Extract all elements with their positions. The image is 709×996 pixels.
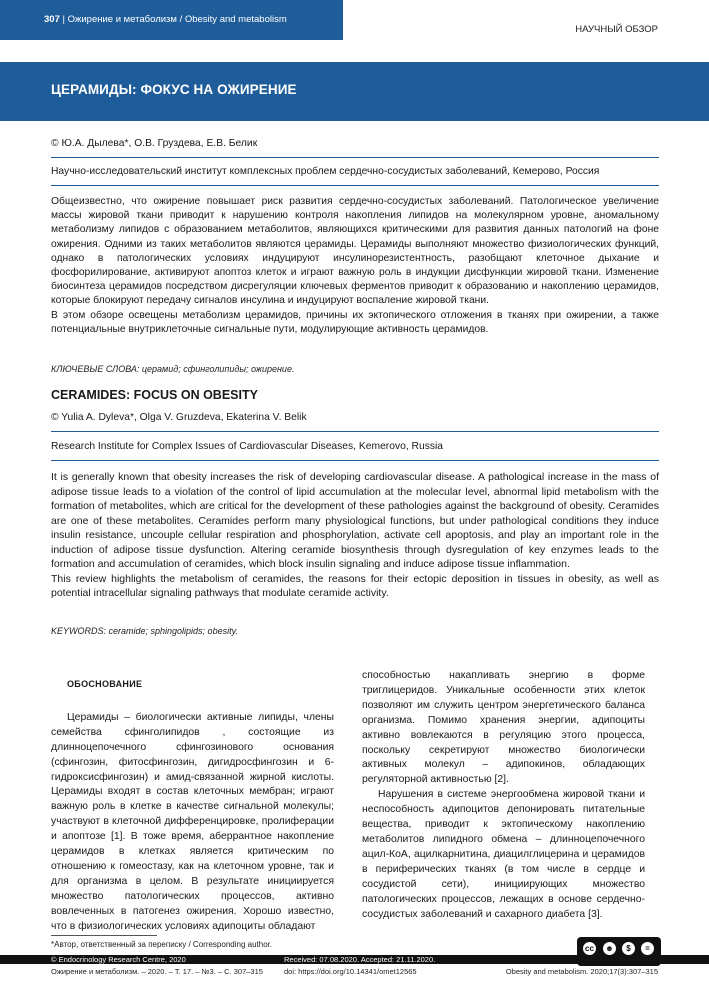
abstract-ru-paragraph: Общеизвестно, что ожирение повышает риск развития сердечно-сосудистых заболеваний. Патологическое увеличение массы жировой ткани приводит к нарушению контроля накопления липидов на молекулярном уровне, аномальному метаболизму липидов с образованием метаболитов, являющихся критическими для развития данных патологий на фоне ожирения. Одними из таких метаболитов являются церамиды. Церамиды выполняют множество физиологических функций, однако в патологических условиях индуцируют инсулинорезистентность, разобщают клеточное дыхание и фосфорилирование, активируют апоптоз клеток и играют важную роль в индукции дисфункции жировой ткани. Изменение биосинтеза церамидов посредством дисрегуляции ключевых ферментов приводит к образованию и накоплению церамидов, которые блокируют передачу сигналов инсулина и индуцируют воспаление жировой ткани. [51, 196, 659, 307]
article-title-en: CERAMIDES: FOCUS ON OBESITY [51, 388, 258, 402]
page-header [0, 0, 709, 40]
footnote-rule [51, 935, 157, 936]
section-label: НАУЧНЫЙ ОБЗОР [575, 24, 658, 35]
authors-ru: © Ю.А. Дылева*, О.В. Груздева, Е.В. Белик [51, 138, 258, 149]
citation-ru: Ожирение и метаболизм. – 2020. – Т. 17. – №3. – С. 307–315 [51, 967, 263, 976]
footer-bar [0, 955, 709, 964]
journal-banner [0, 0, 343, 40]
divider [51, 460, 659, 461]
body-left-column [51, 677, 334, 935]
page-number: 307 [44, 14, 60, 25]
divider [51, 431, 659, 432]
section-heading: ОБОСНОВАНИЕ [67, 679, 143, 689]
doi: doi: https://doi.org/10.14341/omet12565 [284, 967, 417, 976]
article-title-ru: ЦЕРАМИДЫ: ФОКУС НА ОЖИРЕНИЕ [51, 82, 297, 97]
received-date: Received: 07.08.2020. Accepted: 21.11.2020. [284, 955, 436, 964]
citation-en: Obesity and metabolism. 2020;17(3):307–315 [505, 967, 658, 976]
journal-name: Ожирение и метаболизм / Obesity and metabolism [67, 14, 287, 25]
affiliation-en: Research Institute for Complex Issues of Cardiovascular Diseases, Kemerovo, Russia [51, 441, 444, 452]
copyright: © Endocrinology Research Centre, 2020 [51, 955, 186, 964]
abstract-en-paragraph: It is generally known that obesity increases the risk of developing cardiovascular disease. A pathological increase in the mass of adipose tissue leads to a violation of the control of lipid accumulation at the molecular level, abnormal lipid metabolism with the formation of metabolites, which are critical for the development of these pathologies against the background of obesity. Ceramides are one of these metabolites. Ceramides perform many physiological functions, but under pathological conditions they induce insulin resistance, uncouple cellular respiration and phosphorylation, activate cell apoptosis, and play an important role in the induction of adipose tissue dysfunction. Altering ceramide biosynthesis through dysregulation of key enzymes leads to the formation and accumulation of ceramides, which block insulin signaling and induce adipose tissue inflammation. [51, 471, 659, 570]
separator: | [62, 14, 68, 25]
abstract-en-paragraph: This review highlights the metabolism of ceramides, the reasons for their ectopic deposition in tissues in obesity, as well as potential intracellular signaling pathways that modulate ceramide activity. [51, 572, 659, 599]
attribution-icon: ☻ [601, 940, 618, 957]
affiliation-ru: Научно-исследовательский институт комплексных проблем сердечно-сосудистых заболеваний, Кемерово, Россия [51, 166, 600, 177]
keywords-en: KEYWORDS: ceramide; sphingolipids; obesity. [51, 626, 238, 636]
keywords-ru: КЛЮЧЕВЫЕ СЛОВА: церамид; сфинголипиды; ожирение. [51, 364, 295, 374]
noderivatives-icon: = [639, 940, 656, 957]
authors-en: © Yulia A. Dyleva*, Olga V. Gruzdeva, Ekaterina V. Belik [51, 412, 307, 423]
body-paragraph: Нарушения в системе энергообмена жировой ткани и неспособность адипоцитов депонировать питательные вещества, приводит к эктопическому накоплению метаболитов липидного обмена – длинноцепочечного ацил-КоА, ацилкарнитина, диацилглицерина и церамидов в периферических тканях (в том числе в сердце и сосудистой сети), инициирующих множество патологических процессов, лежащих в основе сердечно-сосудистых заболеваний и сахарного диабета [3]. [362, 789, 645, 920]
body-right-column [362, 669, 645, 922]
body-paragraph: способностью накапливать энергию в форме триглицеридов. Уникальные особенности этих клеток позволяют им служить центром энергетического баланса организма. Помимо хранения энергии, адипоциты активно вовлекаются в регуляцию этого процесса, поскольку секретируют множество биологически активных молекул – адипокинов, обладающих регуляторной активностью [2]. [362, 670, 645, 786]
body-paragraph: Церамиды – биологически активные липиды, члены семейства сфинголипидов , состоящие из длинноцепочечного сфингозинового основания (сфингозин, фитосфингозин, дигидросфингозин и 6-гидроксисфингозин) и амид-связанной жирной кислоты. Церамиды входят в состав клеточных мембран; играют важную роль в клетке в качестве сигнальной молекулы; участвуют в клеточной дифференцировке, пролиферации и апоптозе [1]. В тоже время, аберрантное накопление церамидов в клетках является критическим по отношению к гомеостазу, как на клеточном уровне, так и для организма в целом. В результате инициируется множество патологических процессов, активно вовлеченных в патогенез ожирения. Хорошо известно, что в физиологических условиях адипоциты обладают [51, 711, 334, 932]
cc-icon: cc [581, 940, 598, 957]
footnote: *Автор, ответственный за переписку / Corresponding author. [51, 940, 273, 949]
abstract-en [51, 470, 659, 601]
abstract-ru-paragraph: В этом обзоре освещены метаболизм церамидов, причины их эктопического отложения в тканях при ожирении, а также потенциальные внутриклеточные сигнальные пути, модулирующие активность церамидов. [51, 309, 659, 335]
abstract-ru [51, 195, 659, 337]
divider [51, 157, 659, 158]
title-band [0, 62, 709, 121]
noncommercial-icon: $ [620, 940, 637, 957]
divider [51, 185, 659, 186]
